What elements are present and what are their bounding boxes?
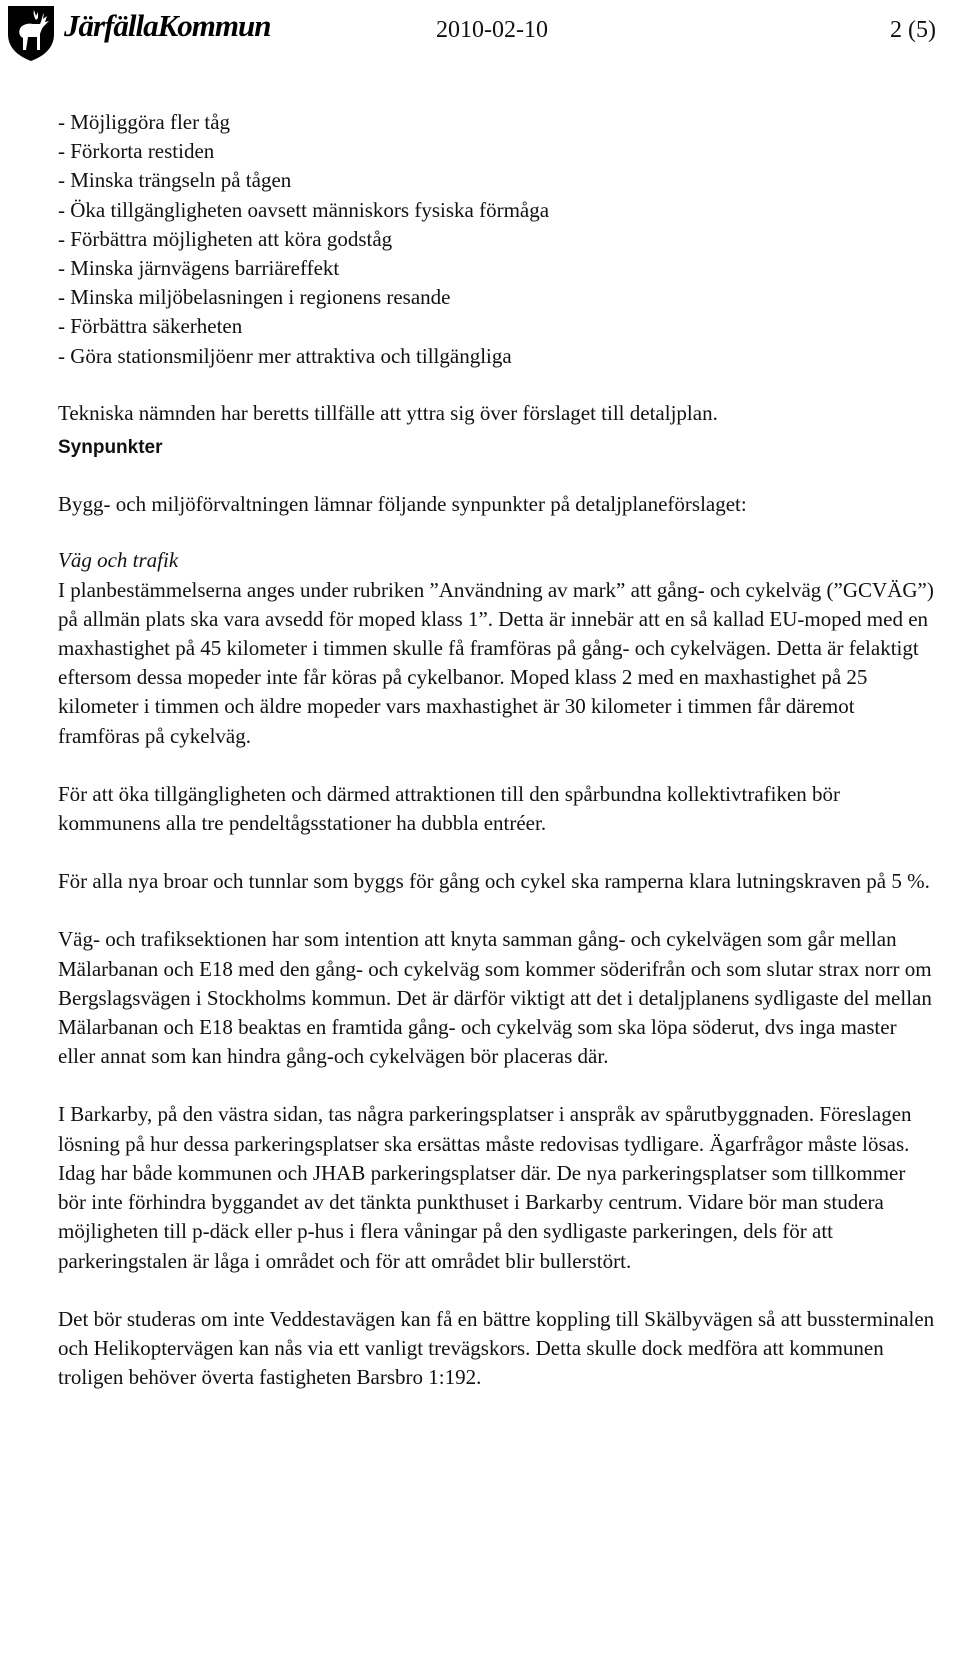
body-paragraph: För alla nya broar och tunnlar som byggs för gång och cykel ska ramperna klara lutningskraven på 5 %.	[58, 869, 930, 894]
body-paragraph: I planbestämmelserna anges under rubriken ”Användning av mark” att gång- och cykelväg (”GCVÄG”) på allmän plats ska vara avsedd för moped klass 1”. Detta är innebär att en så kallad EU-moped med en maxhastighet på 45 kilometer i timmen skulle få framföras på gång- och cykelvägen. Detta är felaktigt eftersom dessa mopeder inte får köras på cykelbanor. Moped klass 2 med en maxhastighet på 25 kilometer i timmen och äldre mopeder vars maxhastighet är 30 kilometer i timmen får däremot framföras på cykelväg.	[58, 577, 934, 748]
lead-paragraph: Bygg- och miljöförvaltningen lämnar följande synpunkter på detaljplaneförslaget:	[58, 492, 747, 517]
list-item: - Öka tillgängligheten oavsett människors fysiska förmåga	[58, 197, 550, 222]
body-paragraph: Väg- och trafiksektionen har som intention att knyta samman gång- och cykelvägen som går mellan Mälarbanan och E18 med den gång- och cykelväg som kommer söderifrån och som slutar strax norr om Bergslagsvägen i Stockholms kommun. Det är därför viktigt att det i detaljplanens sydligaste del mellan Mälarbanan och E18 beaktas en framtida gång- och cykelväg som ska löpa söderut, dvs inga master eller annat som kan hindra gång-och cykelvägen bör placeras där.	[58, 927, 932, 1069]
body-paragraph: Det bör studeras om inte Veddestavägen kan få en bättre koppling till Skälbyvägen så att bussterminalen och Helikoptervägen kan nås via ett vanligt trevägskors. Detta skulle dock medföra att kommunen troligen behöver överta fastigheten Barsbro 1:192.	[58, 1306, 935, 1390]
section-heading: Synpunkter	[58, 437, 163, 459]
list-item: - Minska järnvägens barriäreffekt	[58, 256, 340, 281]
document-body	[58, 108, 938, 1392]
list-item: - Förbättra säkerheten	[58, 314, 243, 339]
body-paragraph: För att öka tillgängligheten och därmed attraktionen till den spårbundna kollektivtrafiken bör kommunens alla tre pendeltågsstationer ha dubbla entréer.	[58, 781, 841, 836]
municipality-coat-of-arms-icon	[6, 4, 56, 62]
list-item: - Minska miljöbelasningen i regionens resande	[58, 285, 451, 310]
list-item: - Möjliggöra fler tåg	[58, 110, 231, 134]
list-item: - Minska trängseln på tågen	[58, 168, 292, 193]
page-number: 2 (5)	[890, 17, 936, 43]
municipality-logo-wordmark: JärfällaKommun	[64, 8, 271, 43]
list-item: - Förkorta restiden	[58, 139, 215, 164]
list-item: - Förbättra möjligheten att köra godståg	[58, 226, 393, 251]
page-header	[0, 0, 960, 72]
intro-paragraph: Tekniska nämnden har beretts tillfälle att yttra sig över förslaget till detaljplan.	[58, 400, 718, 425]
goal-list	[58, 108, 938, 371]
body-paragraph: I Barkarby, på den västra sidan, tas några parkeringsplatser i anspråk av spårutbyggnaden. Föreslagen lösning på hur dessa parkeringsplatser ska ersättas måste redovisas tydligare. Ägarfrågor måste lösas. Idag har både kommunen och JHAB parkeringsplatser där. De nya parkeringsplatser som tillkommer bör inte förhindra byggandet av det tänkta punkthuset i Barkarby centrum. Vidare bör man studera möjligheten till p-däck eller p-hus i flera våningar på den sydligaste parkeringen, dels för att parkeringstalen är låga i området och för att området blir bullerstört.	[58, 1102, 912, 1273]
subsection-heading: Väg och trafik	[58, 548, 179, 573]
document-date: 2010-02-10	[436, 17, 548, 43]
list-item: - Göra stationsmiljöenr mer attraktiva och tillgängliga	[58, 343, 512, 368]
